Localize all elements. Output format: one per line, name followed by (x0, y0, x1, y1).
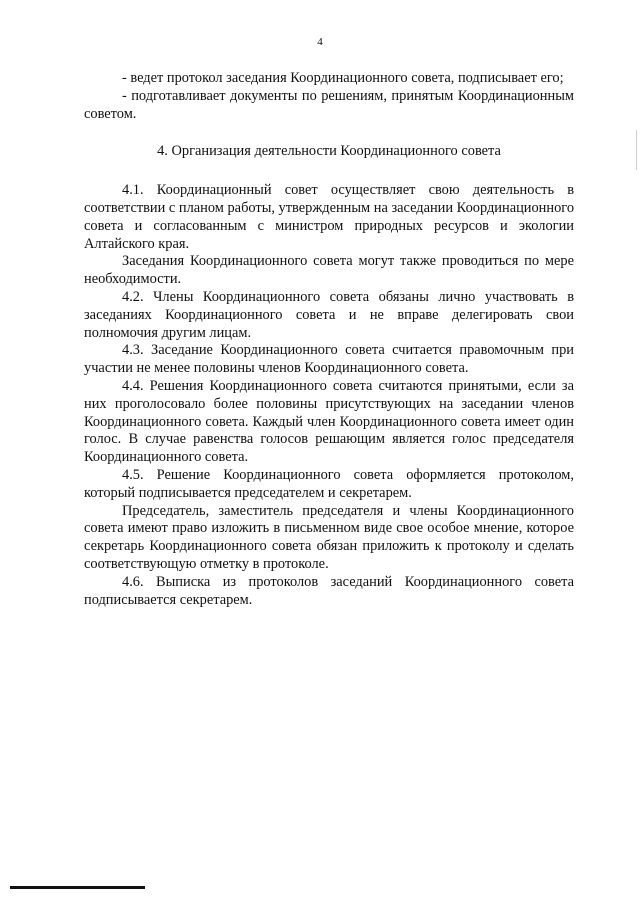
scan-edge-mark (636, 130, 637, 170)
document-body (84, 70, 574, 609)
section-heading: 4. Организация деятельности Координационного совета (157, 143, 501, 160)
paragraph-4-4: 4.4. Решения Координационного совета считаются принятыми, если за них проголосовало более половины присутствующих на заседании членов Координационного совета. Каждый член Координационного совета имеет один голос. В случае равенства голосов решающим является голос председателя Координационного совета. (84, 377, 574, 466)
paragraph-dissenting-opinion: Председатель, заместитель председателя и члены Координационного совета имеют право изложить в письменном виде свое особое мнение, которое секретарь Координационного совета обязан приложить к протоколу и сделать соответствующую отметку в протоколе. (84, 502, 574, 572)
paragraph-4-3: 4.3. Заседание Координационного совета считается правомочным при участии не менее половины членов Координационного совета. (84, 342, 574, 377)
paragraph-4-1: 4.1. Координационный совет осуществляет свою деятельность в соответствии с планом работы, утвержденным на заседании Координационного совета и согласованным с министром природных ресурсов и экологии Алтайского края. (84, 182, 575, 252)
paragraph-4-6: 4.6. Выписка из протоколов заседаний Координационного совета подписывается секретарем. (84, 573, 574, 608)
footer-rule (10, 886, 145, 889)
paragraph-4-2: 4.2. Члены Координационного совета обязаны лично участвовать в заседаниях Координационного совета и не вправе делегировать свои полномочия другим лицам. (84, 288, 574, 341)
paragraph-protocol-duty: - ведет протокол заседания Координационного совета, подписывает его; (122, 70, 564, 86)
page-number: 4 (317, 36, 323, 48)
paragraph-meetings-as-needed: Заседания Координационного совета могут также проводиться по мере необходимости. (84, 253, 574, 288)
paragraph-documents-duty: - подготавливает документы по решениям, принятым Координационным советом. (84, 87, 574, 122)
paragraph-4-5: 4.5. Решение Координационного совета оформляется протоколом, который подписывается председателем и секретарем. (84, 466, 574, 501)
